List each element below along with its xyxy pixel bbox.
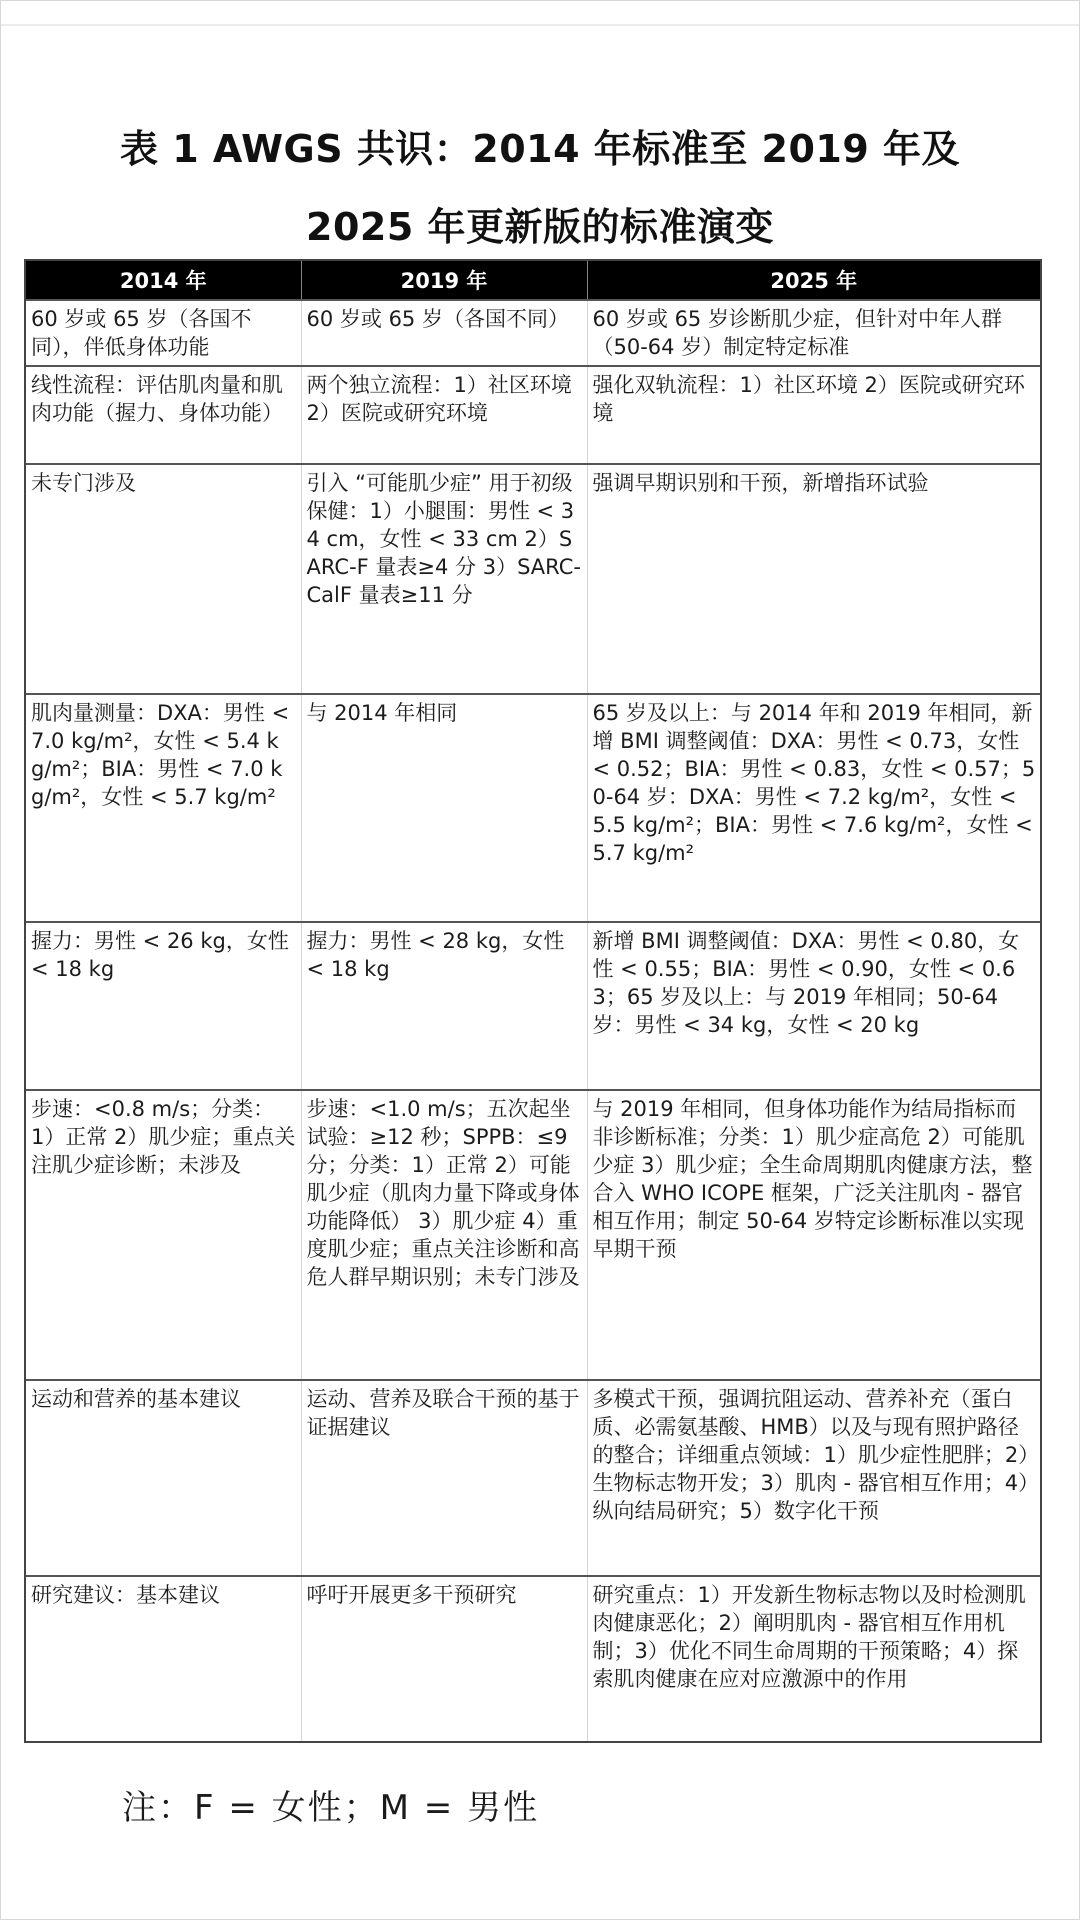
cell-2014: 60 岁或 65 岁（各国不同），伴低身体功能 (25, 300, 301, 366)
cell-2019: 步速：<1.0 m/s；五次起坐试验：≥12 秒；SPPB：≤9 分；分类：1）正常 2）可能肌少症（肌肉力量下降或身体功能降低） 3）肌少症 4）重度肌少症；重点关注诊断和高危人群早期识别；未专门涉及 (301, 1090, 587, 1380)
cell-2019: 运动、营养及联合干预的基于证据建议 (301, 1380, 587, 1576)
awgs-criteria-table (24, 259, 1042, 1743)
cell-2019: 与 2014 年相同 (301, 694, 587, 922)
cell-2025: 强调早期识别和干预，新增指环试验 (587, 464, 1041, 694)
cell-2025: 65 岁及以上：与 2014 年和 2019 年相同，新增 BMI 调整阈值：DXA：男性 < 0.73，女性 < 0.52；BIA：男性 < 0.83，女性 < 0.57；50-64 岁：DXA：男性 < 7.2 kg/m²，女性 < 5.5 kg/m²；BIA：男性 < 7.6 kg/m²，女性 < 5.7 kg/m² (587, 694, 1041, 922)
table-title-line-2: 2025 年更新版的标准演变 (306, 205, 774, 249)
cell-2014: 肌肉量测量：DXA：男性 < 7.0 kg/m²，女性 < 5.4 kg/m²；BIA：男性 < 7.0 kg/m²，女性 < 5.7 kg/m² (25, 694, 301, 922)
table-row-research (25, 1576, 1041, 1742)
cell-2025: 强化双轨流程：1）社区环境 2）医院或研究环境 (587, 366, 1041, 464)
top-divider (1, 24, 1079, 26)
cell-2025: 与 2019 年相同，但身体功能作为结局指标而非诊断标准；分类：1）肌少症高危 2）可能肌少症 3）肌少症；全生命周期肌肉健康方法，整合入 WHO ICOPE 框架，广泛关注肌肉 - 器官相互作用；制定 50-64 岁特定诊断标准以实现早期干预 (587, 1090, 1041, 1380)
cell-2014: 未专门涉及 (25, 464, 301, 694)
table-row-case-finding (25, 464, 1041, 694)
table-row-grip-strength (25, 922, 1041, 1090)
cell-2025: 60 岁或 65 岁诊断肌少症，但针对中年人群（50-64 岁）制定特定标准 (587, 300, 1041, 366)
table-row-interventions (25, 1380, 1041, 1576)
cell-2019: 引入 “可能肌少症” 用于初级保健：1）小腿围：男性 < 34 cm，女性 < 33 cm 2）SARC-F 量表≥4 分 3）SARC-CalF 量表≥11 分 (301, 464, 587, 694)
table-footnote: 注：F = 女性；M = 男性 (122, 1788, 540, 1828)
cell-2025: 研究重点：1）开发新生物标志物以及时检测肌肉健康恶化；2）阐明肌肉 - 器官相互作用机制；3）优化不同生命周期的干预策略；4）探索肌肉健康在应对应激源中的作用 (587, 1576, 1041, 1742)
table-row-physical-performance (25, 1090, 1041, 1380)
table-title-line-1: 表 1 AWGS 共识：2014 年标准至 2019 年及 (119, 127, 961, 171)
cell-2014: 运动和营养的基本建议 (25, 1380, 301, 1576)
cell-2014: 研究建议：基本建议 (25, 1576, 301, 1742)
cell-2019: 60 岁或 65 岁（各国不同） (301, 300, 587, 366)
cell-2019: 握力：男性 < 28 kg，女性 < 18 kg (301, 922, 587, 1090)
header-2025: 2025 年 (587, 260, 1041, 300)
cell-2014: 线性流程：评估肌肉量和肌肉功能（握力、身体功能） (25, 366, 301, 464)
cell-2025: 新增 BMI 调整阈值：DXA：男性 < 0.80，女性 < 0.55；BIA：男性 < 0.90，女性 < 0.63；65 岁及以上：与 2019 年相同；50-64 岁：男性 < 34 kg，女性 < 20 kg (587, 922, 1041, 1090)
cell-2019: 呼吁开展更多干预研究 (301, 1576, 587, 1742)
table-header-row (25, 260, 1041, 300)
cell-2014: 步速：<0.8 m/s；分类：1）正常 2）肌少症；重点关注肌少症诊断；未涉及 (25, 1090, 301, 1380)
cell-2014: 握力：男性 < 26 kg，女性 < 18 kg (25, 922, 301, 1090)
table-row-algorithm (25, 366, 1041, 464)
cell-2019: 两个独立流程：1）社区环境 2）医院或研究环境 (301, 366, 587, 464)
cell-2025: 多模式干预，强调抗阻运动、营养补充（蛋白质、必需氨基酸、HMB）以及与现有照护路径的整合；详细重点领域：1）肌少症性肥胖；2）生物标志物开发；3）肌肉 - 器官相互作用；4）纵向结局研究；5）数字化干预 (587, 1380, 1041, 1576)
table-row-muscle-mass (25, 694, 1041, 922)
header-2014: 2014 年 (25, 260, 301, 300)
table-row-age (25, 300, 1041, 366)
header-2019: 2019 年 (301, 260, 587, 300)
